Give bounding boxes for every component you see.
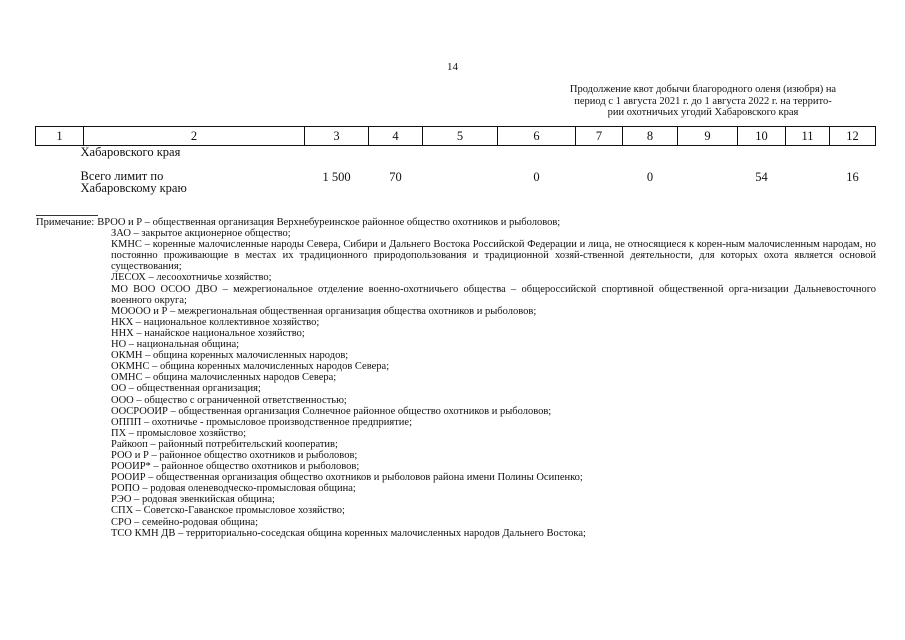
table-cell <box>678 146 738 167</box>
column-number-header: 5 <box>423 127 498 146</box>
row-label <box>36 146 305 167</box>
note-item: КМНС – коренные малочисленные народы Севера, Сибири и Дальнего Востока Российской Федерации и лица, не относящиеся к корен-ным малочисленным народам, но постоянно проживающие в местах их традиционного природопользования и традиционной хозяй-ственной деятельности, для которых охота является основой существования; <box>111 239 876 273</box>
note-label: Примечание: <box>36 217 95 228</box>
column-number-header: 10 <box>738 127 786 146</box>
table-cell <box>576 146 623 167</box>
note-item: РООИР* – районное общество охотников и рыболовов; <box>111 461 360 473</box>
table-row-total <box>36 166 876 194</box>
note-item: НКХ – национальное коллективное хозяйство; <box>111 316 320 328</box>
table-cell: 1 500 <box>322 170 351 184</box>
table-cell: 16 <box>846 170 859 184</box>
table-cell <box>305 146 369 167</box>
note-item: Райкооп – районный потребительский кооператив; <box>111 438 338 450</box>
note-item: РОО и Р – районное общество охотников и рыболовов; <box>111 449 358 461</box>
table-cell <box>678 166 738 194</box>
column-number-header: 4 <box>369 127 423 146</box>
note-first-line <box>36 217 876 228</box>
note-item: МО ВОО ОСОО ДВО – межрегиональное отделение военно-охотничьего общества – общероссийской спортивной общественной орга-низации Дальневосточного военного округа; <box>111 283 876 306</box>
footnote-divider <box>36 215 98 216</box>
table-cell: 70 <box>389 170 402 184</box>
column-number-header: 8 <box>623 127 678 146</box>
column-number-header: 11 <box>786 127 830 146</box>
row-label-line: Всего лимит по <box>80 169 164 183</box>
table-cell <box>830 146 876 167</box>
table-cell <box>576 166 623 194</box>
table-row <box>36 146 876 167</box>
quota-table <box>35 126 876 194</box>
note-item: МООOO и Р – межрегиональная общественная организация общества охотников и рыболовов; <box>111 305 537 317</box>
note-item: ННХ – нанайское национальное хозяйство; <box>111 327 305 339</box>
table-cell <box>498 146 576 167</box>
note-item: ЛЕСОХ – лесоохотничье хозяйство; <box>111 272 272 284</box>
note-item: СРО – семейно-родовая община; <box>111 516 259 528</box>
note-text: ВРОО и Р – общественная организация Верхнебуреинское районное общество охотников и рыболовов; <box>97 217 561 228</box>
note-item: ООО – общество с ограниченной ответственностью; <box>111 394 347 406</box>
table-cell <box>786 166 830 194</box>
table-cell <box>738 146 786 167</box>
note-item: СПХ – Советско-Гаванское промысловое хозяйство; <box>111 505 345 517</box>
table-cell <box>369 146 423 167</box>
continuation-title <box>537 84 869 119</box>
continuation-title-line: рии охотничьих угодий Хабаровского края <box>607 107 799 118</box>
row-label-line: Хабаровского края <box>80 145 181 159</box>
note-item: РООИР – общественная организация общество охотников и рыболовов района имени Полины Осипенко; <box>111 472 583 484</box>
continuation-title-line: период с 1 августа 2021 г. до 1 августа 2022 г. на террито- <box>574 95 832 107</box>
note-item: НО – национальная община; <box>111 339 240 351</box>
page-number: 14 <box>447 61 458 73</box>
table-cell <box>423 146 498 167</box>
table-cell <box>786 146 830 167</box>
note-item: ООСРООИР – общественная организация Солнечное районное общество охотников и рыболовов; <box>111 405 552 417</box>
note-item: ЗАО – закрытое акционерное общество; <box>111 228 291 240</box>
note-item: ОМНС – община малочисленных народов Севера; <box>111 372 337 384</box>
note-item: ОКМНС – община коренных малочисленных народов Севера; <box>111 361 390 373</box>
note-item: РОПО – родовая оленеводческо-промысловая община; <box>111 483 356 495</box>
table-cell <box>423 166 498 194</box>
table-cell: 0 <box>646 170 654 184</box>
row-label-line: Хабаровскому краю <box>80 181 187 195</box>
note-item: РЭО – родовая эвенкийская община; <box>111 494 275 506</box>
note-item: ТСО КМН ДВ – территориально-соседская община коренных малочисленных народов Дальнего Востока; <box>111 527 586 539</box>
column-number-header: 12 <box>830 127 876 146</box>
note-item: ПХ – промысловое хозяйство; <box>111 427 246 439</box>
column-number-header: 9 <box>678 127 738 146</box>
continuation-title-line: Продолжение квот добычи благородного оленя (изюбря) на <box>569 84 837 95</box>
note-item: ОППП – охотничье - промысловое производственное предприятие; <box>111 416 413 428</box>
note-item: ОО – общественная организация; <box>111 383 261 395</box>
table-cell: 0 <box>533 170 540 184</box>
note-item: ОКМН – община коренных малочисленных народов; <box>111 350 349 362</box>
column-number-header: 3 <box>305 127 369 146</box>
column-number-header: 6 <box>498 127 576 146</box>
notes-section <box>36 215 876 539</box>
column-number-header: 1 <box>36 127 84 146</box>
table-header-row <box>36 127 876 146</box>
row-label <box>36 166 305 194</box>
column-number-header: 2 <box>84 127 305 146</box>
table-cell: 54 <box>755 170 768 184</box>
column-number-header: 7 <box>576 127 623 146</box>
table-cell <box>623 146 678 167</box>
